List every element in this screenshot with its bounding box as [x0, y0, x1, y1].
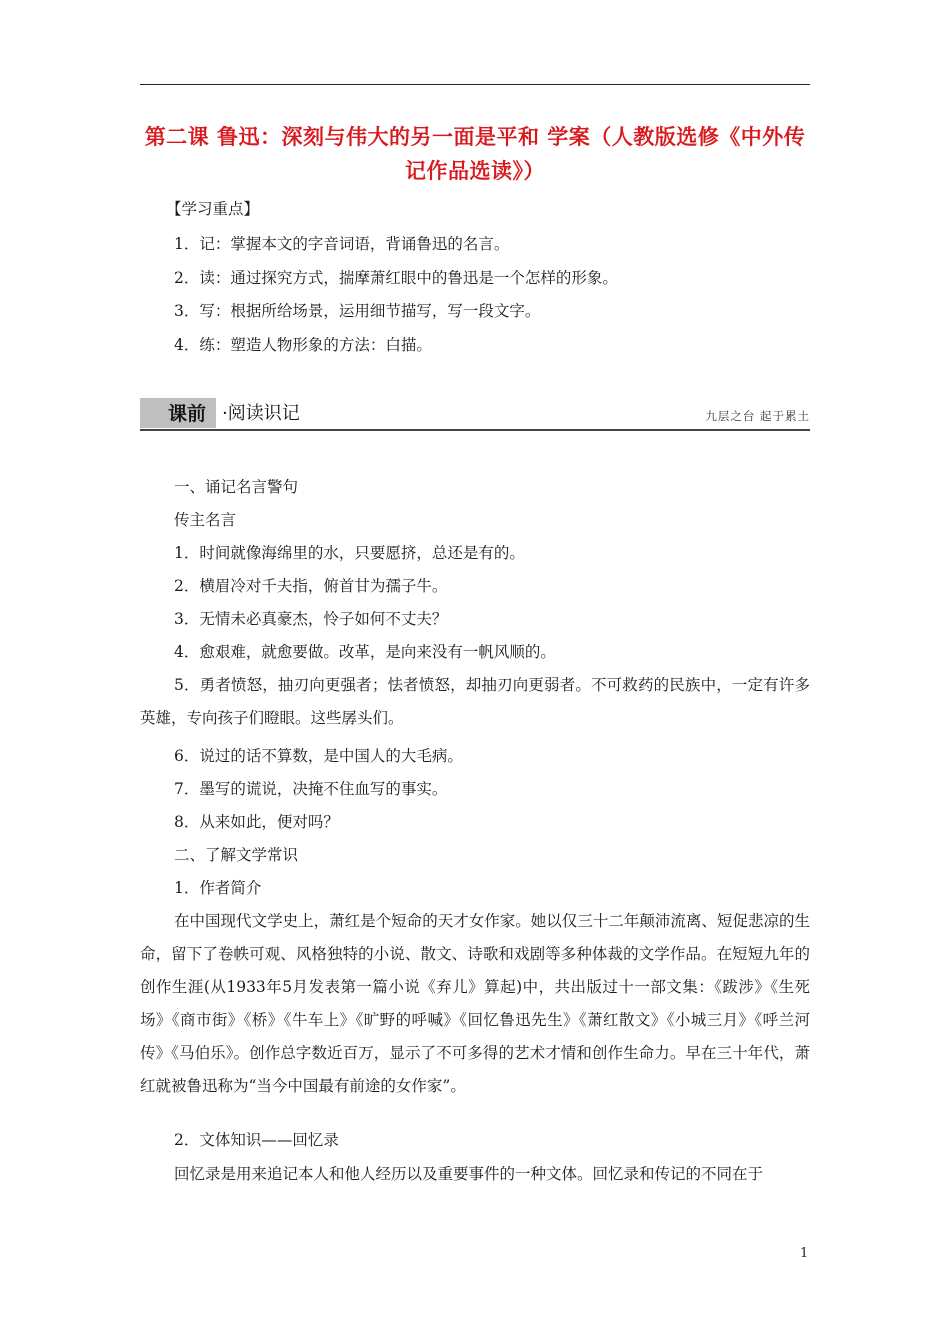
banner-label: ·阅读识记: [222, 403, 300, 424]
banner-label-strong: 课前: [168, 403, 207, 425]
quote-item: 1．时间就像海绵里的水，只要愿挤，总还是有的。: [174, 544, 525, 562]
banner-motto: 九层之台 起于累土: [705, 409, 810, 423]
title-line-1: 第二课 鲁迅：深刻与伟大的另一面是平和 学案（人教版选修《中外传: [144, 125, 806, 149]
banner-rule: [140, 429, 810, 431]
focus-heading: 【学习重点】: [166, 200, 260, 218]
focus-item: 4．练：塑造人物形象的方法：白描。: [174, 336, 432, 354]
subsection-heading: 1．作者简介: [174, 879, 262, 897]
title-line-2: 记作品选读》）: [405, 159, 545, 183]
quote-item: 8．从来如此，便对吗？: [174, 813, 339, 831]
section-banner: [140, 396, 810, 432]
focus-item: 2．读：通过探究方式，揣摩萧红眼中的鲁迅是一个怎样的形象。: [174, 269, 618, 287]
genre-paragraph: 回忆录是用来追记本人和他人经历以及重要事件的一种文体。回忆录和传记的不同在于: [174, 1165, 764, 1183]
quote-item: 4．愈艰难，就愈要做。改革，是向来没有一帆风顺的。: [174, 643, 556, 661]
focus-item: 3．写：根据所给场景，运用细节描写，写一段文字。: [174, 302, 541, 320]
quote-item: 6．说过的话不算数，是中国人的大毛病。: [174, 747, 463, 765]
section-heading: 二、了解文学常识: [174, 846, 299, 864]
section-heading: 一、诵记名言警句: [174, 478, 299, 496]
quote-item-long: 5．勇者愤怒，抽刃向更强者；怯者愤怒，却抽刃向更弱者。不可救药的民族中，一定有许多英雄，专向孩子们瞪眼。这些孱头们。: [140, 676, 810, 727]
quote-item: 2．横眉冷对千夫指，俯首甘为孺子牛。: [174, 577, 448, 595]
section-subheading: 传主名言: [174, 511, 237, 529]
quote-item: 3．无情未必真豪杰，怜子如何不丈夫？: [174, 610, 448, 628]
subsection-heading: 2．文体知识——回忆录: [174, 1131, 339, 1149]
quote-item: 7．墨写的谎说，决掩不住血写的事实。: [174, 780, 448, 798]
header-rule: [140, 84, 810, 85]
focus-item: 1．记：掌握本文的字音词语，背诵鲁迅的名言。: [174, 235, 510, 253]
document-title: [140, 120, 810, 188]
author-intro-paragraph: 在中国现代文学史上，萧红是个短命的天才女作家。她以仅三十二年颠沛流离、短促悲凉的生命，留下了卷帙可观、风格独特的小说、散文、诗歌和戏剧等多种体裁的文学作品。在短短九年的创作生涯(从1933年5月发表第一篇小说《弃儿》算起)中，共出版过十一部文集：《跋涉》《生死场》《商市街》《桥》《牛车上》《旷野的呼喊》《回忆鲁迅先生》《萧红散文》《小城三月》《呼兰河传》《马伯乐》。创作总字数近百万，显示了不可多得的艺术才情和创作生命力。早在三十年代，萧红就被鲁迅称为“当今中国最有前途的女作家”。: [140, 912, 810, 1095]
page-number: 1: [800, 1246, 809, 1261]
